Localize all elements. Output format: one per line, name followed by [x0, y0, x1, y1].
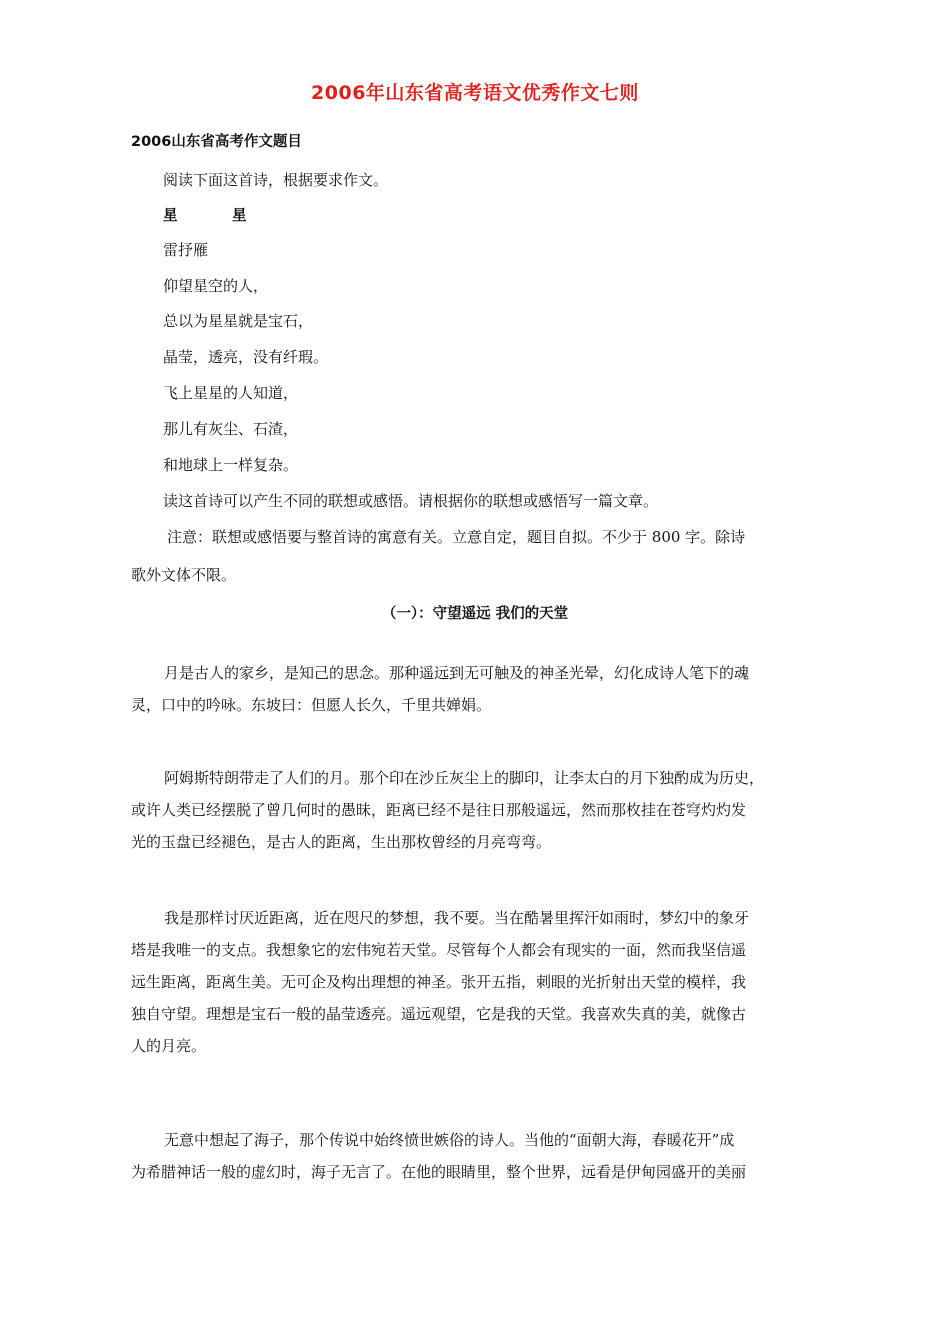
- paragraph-line: 人的月亮。: [131, 1037, 207, 1055]
- poem-line: 和地球上一样复杂。: [163, 456, 299, 474]
- essay-paragraph-4: [131, 1124, 821, 1188]
- essay-paragraph-2: [131, 762, 821, 858]
- note-line-1: 注意：联想或感悟要与整首诗的寓意有关。立意自定，题目自拟。不少于 800 字。除诗: [167, 528, 746, 546]
- paragraph-line: 光的玉盘已经褪色，是古人的距离，生出那枚曾经的月亮弯弯。: [131, 833, 552, 851]
- prompt-heading: 2006山东省高考作文题目: [131, 134, 302, 150]
- paragraph-line: 或许人类已经摆脱了曾几何时的愚昧，距离已经不是往日那般遥远，然而那枚挂在苍穹灼灼发: [131, 801, 747, 819]
- paragraph-line: 灵，口中的吟咏。东坡曰：但愿人长久，千里共婵娟。: [131, 696, 492, 714]
- paragraph-line: 塔是我唯一的支点。我想象它的宏伟宛若天堂。尽管每个人都会有现实的一面，然而我坚信遥: [131, 941, 747, 959]
- essay-paragraph-3: [131, 902, 821, 1062]
- paragraph-line: 阿姆斯特朗带走了人们的月。那个印在沙丘灰尘上的脚印，让李太白的月下独酌成为历史，: [164, 769, 765, 787]
- document-title: 2006年山东省高考语文优秀作文七则: [311, 82, 639, 104]
- paragraph-line: 月是古人的家乡，是知己的思念。那种遥远到无可触及的神圣光晕，幻化成诗人笔下的魂: [164, 664, 750, 682]
- instruction-text: 阅读下面这首诗，根据要求作文。: [163, 171, 389, 189]
- poem-line: 总以为星星就是宝石，: [163, 312, 314, 330]
- paragraph-line: 为希腊神话一般的虚幻时，海子无言了。在他的眼睛里，整个世界，远看是伊甸园盛开的美丽: [131, 1163, 747, 1181]
- poem-author: 雷抒雁: [163, 241, 209, 259]
- essay-paragraph-1: [131, 657, 821, 721]
- poem-line: 那儿有灰尘、石渣，: [163, 420, 299, 438]
- paragraph-line: 我是那样讨厌近距离，近在咫尺的梦想，我不要。当在酷暑里挥汗如雨时，梦幻中的象牙: [164, 909, 750, 927]
- poem-line: 仰望星空的人，: [163, 277, 269, 295]
- paragraph-line: 独自守望。理想是宝石一般的晶莹透亮。遥远观望，它是我的天堂。我喜欢失真的美，就像古: [131, 1005, 747, 1023]
- paragraph-line: 无意中想起了海子，那个传说中始终愤世嫉俗的诗人。当他的“面朝大海，春暖花开”成: [164, 1131, 735, 1149]
- poem-line: 晶莹，透亮，没有纤瑕。: [163, 348, 329, 366]
- task-text: 读这首诗可以产生不同的联想或感悟。请根据你的联想或感悟写一篇文章。: [163, 492, 659, 510]
- note-line-2: 歌外文体不限。: [131, 566, 237, 584]
- poem-line: 飞上星星的人知道，: [163, 384, 299, 402]
- essay-heading: （一）：守望遥远 我们的天堂: [381, 606, 569, 622]
- poem-title: 星 星: [163, 208, 267, 224]
- paragraph-line: 远生距离，距离生美。无可企及构出理想的神圣。张开五指，刺眼的光折射出天堂的模样，我: [131, 973, 747, 991]
